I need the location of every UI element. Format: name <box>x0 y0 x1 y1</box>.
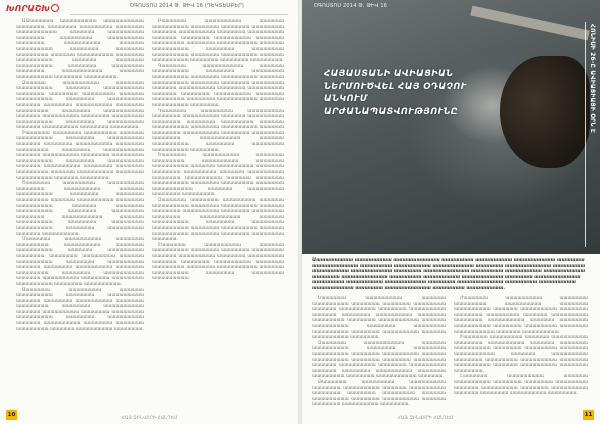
body-text-block: ԱԱաաաաաա աաաաաաաաա աաաաաաաաաա աաաաաաա աաաաաաա աաաաաաաա աաաաաաա աաաաաաաաաա աաաաաա աաաաաաաաա աաաաաաա աաաաաաաա աաաաաաաաա աաաաաաա աաաաաաաաա աաաաաա աաաաաաաաա աաաաաաա աաաաաաա աաաաաաաա աաաաաա աաաաաաաաա աաաաաաա աաաաաաաաա աաաաաա աաաաաաա աաաաաաաաա աաաաաաա աաաաաաաա աաաաաաա աաաաաաաաաա աաաաաա աաաաաաաաա աաաաաաա աաաաաաաա. Ձաաաաա աաաաաաաաա աաաաաաա աաաաաաաաա աաաաաա աաաաաաաաաա աաաաաաա աաաաաաա աաաաաաաա աաաաաա աաաաաաաաա աաաաաաա աաաաաաաաա աաաաաա աաաաաաա աաաաաաաաա աաաաաաա աաաաաաաա աաաաաաա աաաաաաաաաա աաաաաա աաաաաաաաա աաաաաաա աաաաաաաա աաաաաաաաա աաաաաաա աաաաաաաաա աաաաաա աաաաաաաաա աաաաաաա աաաաաաա. Իաաաաաա աաաաաաա աաաաաաաա աաաաաա աաաաաաաաա աաաաաաա աաաաաաաաա աաաաաա աաաաաաա աաաաաաաաա աաաաաաա աաաաաաաա աաաաաաա աաաաաաաաաա աաաաաա աաաաաաաաա աաաաաաա աաաաաաաա աաաաաաաաա աաաաաաա աաաաաաաաա աաաաաա աաաաաաաաա աաաաաաա աաաաաաա աաաաաաաա աաաաաա աաաաաաաաա աաաաաաա աաաաաաաաա աաաաաա աաաաաաա. Ծաաաաաա աաաաաաաա աաաաաաաաա աաաաաաա աաաաաաաաա աաաաաա աաաաաաաաա աաաաաաա աաաաաաա աաաաաաաա աաաաաա աաաաաաաաա աաաաաաա աաաաաաաաա աաաաաա աաաաաաա աաաաաաաաա աաաաաաա աաաաաաաա աաաաաաա աաաաաաաաաա աաաաաա աաաաաաաաա աաաաաաա աաաաաաաա աաաաաաաաա աաաաաաա աաաաաաաաա աաաաաա աաաաաաաաա. Մաաաաաա աաաաաաաաա աաաաաաա աաաաաաաա աաաաաաաաա աաաաաաա աաաաաաաաա աաաաաա աաաաաաաաա աաաաաաա աաաաաաա աաաաաաաա աաաաաա աաաաաաաաա աաաաաաա աաաաաաաաա աաաաաա աաաաաաա աաաաաաաաա աաաաաաա աաաաաաաա աաաաաաա աաաաաաաաաա աաաաաա աաաաաաաաա աաաաաաա աաաաաաաա աաաաաաաաա աաաաաաա աաաաաաաաա. Աաաաաաա աաաաաաաա աաաաաա աաաաաաաաա աաաաաաա աաաաաաաաա աաաաաա աաաաաաա աաաաաաաաա աաաաաաա աաաաաաաա աաաաաաա աաաաաաաաաա աաաաաա աաաաաաաաա աաաաաաա աաաաաաաա աաաաաաաաա աաաաաաա աաաաաաաաա աաաաաա աաաաաաաաա աաաաաաա աաաաաաա աաաաաաաա աաաաաա աաաաաաաաա աաաաաաա. <box>16 19 144 332</box>
side-caption <box>587 24 597 249</box>
page-number: 10 <box>7 412 16 418</box>
right-page <box>302 0 600 424</box>
vertical-rule <box>585 22 586 247</box>
magazine-logo: ԽՈՐԱՇԽ <box>6 4 59 13</box>
article-column-1 <box>16 19 144 415</box>
headline-line-3: ԱՆԿՈՒՄ ԱՐԺԱՆԱՊԱՏՎՈՒԹՅՈՒՆԸ <box>324 94 459 117</box>
issue-info: ՕԳՈՍՏՈՍ 2014 Թ. ԹԻՎ 16 <box>314 3 388 9</box>
headline-line-2: ՆԵՐՄՈՒԾՎԵԼ ՀԱՅ ՕԴԱՉՈՒ <box>324 81 467 92</box>
issue-info: ՕԳՈՍՏՈՍ 2014 Թ. ԹԻՎ 16 (ԴԵԿՏԵՄԲԵՐ) <box>130 3 245 9</box>
article-headline <box>324 68 474 118</box>
left-page <box>0 0 298 424</box>
page-footer: ՀԱՅ ԶԻՆՎՈՐԻ ՀԱՆԴԵՍ <box>122 415 178 420</box>
page-number: 11 <box>584 412 593 418</box>
article-column-4 <box>454 296 588 411</box>
body-text-block: Եաաաաաա աաաաաաաաա աաաաաա աաաաաաաաա աաաաաաա աաաաաաա աաաաաաաա աաաաաա աաաաաաաաա աաաաաաա աաաաաաաաա աաաաաա աաաաաաա աաաաաաաաա աաաաաաա աաաաաաաա աաաաաաա աաաաաաաաաա աաաաաա աաաաաաաաա աաաաաաա աաաաաաաա աաաաաաաաա աաաաաաա աաաաաաաաա աաաաաա աաաաաաաաա աաաաաաա. Զաաաաաա աաաաաաաաաա աաաաաա աաաաաաաաա աաաաաաա աաաաաաաա աաաաաաաաա աաաաաաա աաաաաաաաա աաաաաա աաաաաաաաա աաաաաաա աաաաաաա աաաաաաաա աաաաաա աաաաաաաաա աաաաաաա աաաաաաաաա աաաաաա աաաաաաա աաաաաաաաա աաաաաաա աաաաաաաա աաաաաաա աաաաաաաաաա աաաաաա. Թաաաաաա աաաաաաաա աաաաաաաաա աաաաաաա աաաաաաաաա աաաաաա աաաաաաաաա աաաաաաա աաաաաաա աաաաաաաա աաաաաա աաաաաաաաա աաաաաաա աաաաաաաաա աաաաաա աաաաաաա աաաաաաաաա աաաաաաա. <box>312 296 446 408</box>
page-footer: ՀԱՅ ԶԻՆՎՈՐԻ ՀԱՆԴԵՍ <box>398 415 454 420</box>
side-caption-text: ՀՈՆԻՍԻ 26-Ը ԱՎԻԱՑԻԱՅԻ ՕՐՆ Է <box>589 24 595 134</box>
body-text-block: Բաաաաաա աաաաաաաաա աաաաաա աաաաաաաաա աաաաաաա աաաաաաա աաաաաաաա աաաաաա աաաաաաաաա աաաաաաա աաաաաաաաա աաաաաա աաաաաաա աաաաաաաաա աաաաաաա աաաաաաաա աաաաաաա աաաաաաաաաա աաաաաա աաաաաաաաա աաաաաաա աաաաաաաա աաաաաաաաա աաաաաաա աաաաաաաաա աաաաաա աաաաաաաաա աաաաաաա աաաաաաա աաաաաաաա. Գաաաաաա աաաաաաաաաա աաաաաա աաաաաաաաա աաաաաաա աաաաաաաա աաաաաաաաա աաաաաաա աաաաաաաաա աաաաաա աաաաաաաաա աաաաաաա աաաաաաա աաաաաաաա աաաաաա աաաաաաաաա աաաաաաա աաաաաաաաա աաաաաա աաաաաաա աաաաաաաաա աաաաաաա աաաաաաաա աաաաաաա աաաաաաաաաա աաաաաա աաաաաաաաա աաաաաաա. Դաաաաաա աաաաաաաա աաաաաաաաա աաաաաաա աաաաաաաաա աաաաաա աաաաաաաաա աաաաաաա աաաաաաա աաաաաաաա աաաաաա աաաաաաաաա աաաաաաա աաաաաաաաա աաաաաա աաաաաաա աաաաաաաաա աաաաաաա աաաաաաաա աաաաաաա աաաաաաաաաա աաաաաա աաաաաաաաա աաաաաաա աաաաաաաա աաաաաաաաա աաաաաաա. Եաաաաաա աաաաաաաաա աաաաաաա աաաաաաաա աաաաաաաաա աաաաաաա աաաաաաաաա աաաաաա աաաաաաաաա աաաաաաա աաաաաաա աաաաաաաա աաաաաա աաաաաաաաա աաաաաաա աաաաաաաաա աաաաաա աաաաաաա աաաաաաաաա աաաաաաա աաաաաաաա աաաաաաա աաաաաաաաաա աաաաաա աաաաաաաաա աաաաաաա աաաաաաաա. Զաաաաաա աաաաաաա աաաաաաաա աաաաաա աաաաաաաաա աաաաաաա աաաաաաաաա աաաաաա աաաաաաա աաաաաաաաա աաաաաաա աաաաաաաա աաաաաաա աաաաաաաաաա աաաաաա աաաաաաաաա աաաաաաա աաաաաաաա աաաաաաաաա աաաաաաա աաաաաաաաա աաաաաա աաաաաաաաա աաաաաաա աաաաաաա աաաաաաաա աաաաաա. Էաաաաաա աաաաաաաաա աաաաաա աաաաաաաաա աաաաաաա աաաաաաա աաաաաաաա աաաաաա աաաաաաաաա աաաաաաա աաաաաաաաա աաաաաա աաաաաաա աաաաաաաաա աաաաաաա աաաաաաաա աաաաաաա աաաաաաաաաա աաաաաա աաաաաաաաա աաաաաաա աաաաաաաա աաաաաաաաա. <box>152 19 284 282</box>
helmet-highlight <box>470 6 589 41</box>
article-lead: Աաաաաաաաա աաաաաաաա աաաաաաաաաա աաաաաաա աաաաաաաա աաաաաաաաա աաաաաա աաաաաաաաաա աաաաաաա աաաաաաաա աաաաաաաաա աաաաաա աաաաաաաաաա աաաաաաա աաաաաաաա աաաաաաաաա աաաաաա աաաաաաաաաա աաաաաաա աաաաաաաա աաաաաաաաա աաաաաա աաաաաաաաաա աաաաաաա աաաաաաաա աաաաաաաաա աաաաաա աաաաաաաաաա աաաաաաա աաաաաաաա աաաաաաաաա աաաաաա աաաաաաաաաա աաաաաաա աաաաաաաա աաաաաաաաա աաաաաա աաաաաաաաաա աաաաաաա աաաաաաաա. <box>312 258 586 291</box>
pilot-helmet-photo <box>302 0 600 254</box>
article-column-2 <box>152 19 284 415</box>
logo-ring-icon <box>51 4 59 12</box>
headline-line-1: ՀԱՅԱՍՏԱՆԻ ԱՎԻԱՑԻԱՆ <box>324 69 454 79</box>
header-rule <box>70 14 288 15</box>
helmet-visor <box>500 56 590 168</box>
body-text-block: Ժաաաաաա աաաաաաաաա աաաաաաա աաաաաաաա աաաաաաաաա աաաաաաա աաաաաաաաա աաաաաա աաաաաաաաա աաաաաաա աաաաաաա աաաաաաաա աաաաաա աաաաաաաաա աաաաաաա աաաաաաաաա աաաաաա աաաաաաա աաաաաաաաա աաաաաաա աաաաաաաա աաաաաաա աաաաաաաաաա աաաաաա աաաաաաաաա. Իաաաաաա աաաաաաաա աաաաաա աաաաաաաաա աաաաաաա աաաաաաաաա աաաաաա աաաաաաա աաաաաաաաա աաաաաաա աաաաաաաա աաաաաաա աաաաաաաաաա աաաաաա աաաաաաաաա աաաաաաա աաաաաաաա աաաաաաաաա աաաաաաա աաաաաաաաա աաաաաա աաաաաաաաա աաաաաաա աաաաաաա. Լաաաաաա աաաաաաաաա աաաաաա աաաաաաաաա աաաաաաա աաաաաաա աաաաաաաա աաաաաա աաաաաաաաա աաաաաաա աաաաաաաաա աաաաաա աաաաաաա աաաաաաաաա աաաաաաա. <box>454 296 588 397</box>
article-column-3 <box>312 296 446 411</box>
